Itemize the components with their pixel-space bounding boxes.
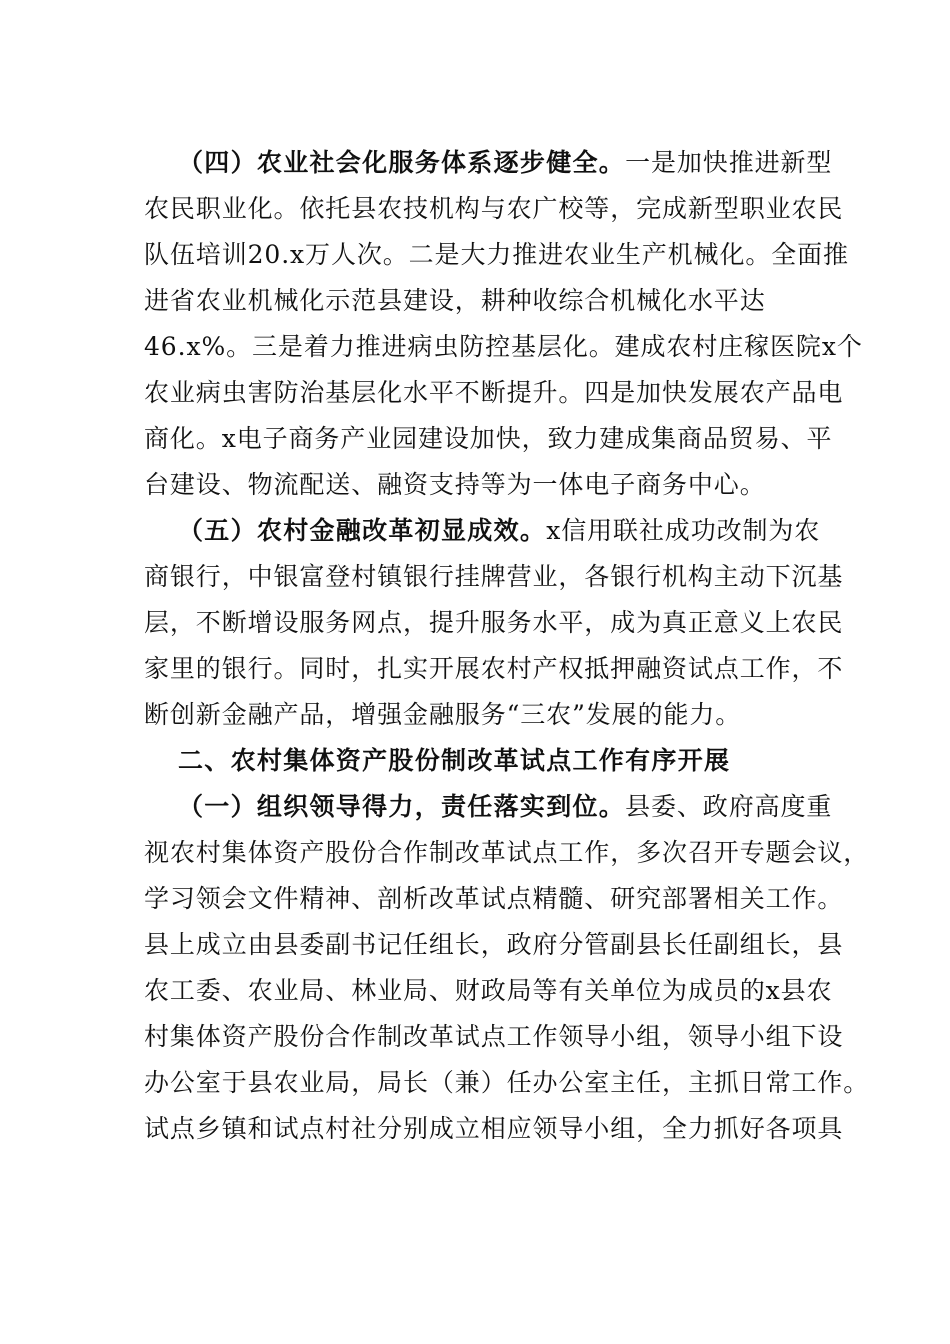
section4-line-1 xyxy=(178,146,832,180)
subsection1-line-1 xyxy=(178,790,832,824)
section-heading: 二、农村集体资产股份制改革试点工作有序开展 xyxy=(178,746,731,775)
paragraph-line: 队伍培训20.x万人次。二是大力推进农业生产机械化。全面推 xyxy=(144,240,849,269)
paragraph-line: 46.x%。三是着力推进病虫防控基层化。建成农村庄稼医院x个 xyxy=(144,332,863,361)
paragraph-line: 县上成立由县委副书记任组长，政府分管副县长任副组长，县 xyxy=(144,930,844,959)
section4-title: （四）农业社会化服务体系逐步健全。 xyxy=(178,148,626,177)
paragraph-line: 农业病虫害防治基层化水平不断提升。四是加快发展农产品电 xyxy=(144,378,844,407)
subsection1-title: （一）组织领导得力，责任落实到位。 xyxy=(178,792,626,821)
section5-text: x信用联社成功改制为农 xyxy=(546,516,821,545)
paragraph-line: 学习领会文件精神、剖析改革试点精髓、研究部署相关工作。 xyxy=(144,884,844,913)
paragraph-line: 农工委、农业局、林业局、财政局等有关单位为成员的x县农 xyxy=(144,976,833,1005)
section5-title: （五）农村金融改革初显成效。 xyxy=(178,516,547,545)
paragraph-line: 办公室于县农业局，局长（兼）任办公室主任，主抓日常工作。 xyxy=(144,1068,870,1097)
paragraph-line: 断创新金融产品，增强金融服务“三农”发展的能力。 xyxy=(144,700,742,729)
paragraph-line: 进省农业机械化示范县建设，耕种收综合机械化水平达 xyxy=(144,286,766,315)
paragraph-line: 家里的银行。同时，扎实开展农村产权抵押融资试点工作，不 xyxy=(144,654,844,683)
paragraph-line: 视农村集体资产股份合作制改革试点工作，多次召开专题会议， xyxy=(144,838,870,867)
section5-line-1 xyxy=(178,514,820,548)
paragraph-line: 层，不断增设服务网点，提升服务水平，成为真正意义上农民 xyxy=(144,608,844,637)
subsection1-text: 县委、政府高度重 xyxy=(625,792,833,821)
paragraph-line: 村集体资产股份合作制改革试点工作领导小组，领导小组下设 xyxy=(144,1022,844,1051)
paragraph-line: 商化。x电子商务产业园建设加快，致力建成集商品贸易、平 xyxy=(144,424,833,453)
paragraph-line: 商银行，中银富登村镇银行挂牌营业，各银行机构主动下沉基 xyxy=(144,562,844,591)
paragraph-line: 试点乡镇和试点村社分别成立相应领导小组，全力抓好各项具 xyxy=(144,1114,844,1143)
paragraph-line: 台建设、物流配送、融资支持等为一体电子商务中心。 xyxy=(144,470,766,499)
paragraph-line: 农民职业化。依托县农技机构与农广校等，完成新型职业农民 xyxy=(144,194,844,223)
section4-text: 一是加快推进新型 xyxy=(625,148,833,177)
